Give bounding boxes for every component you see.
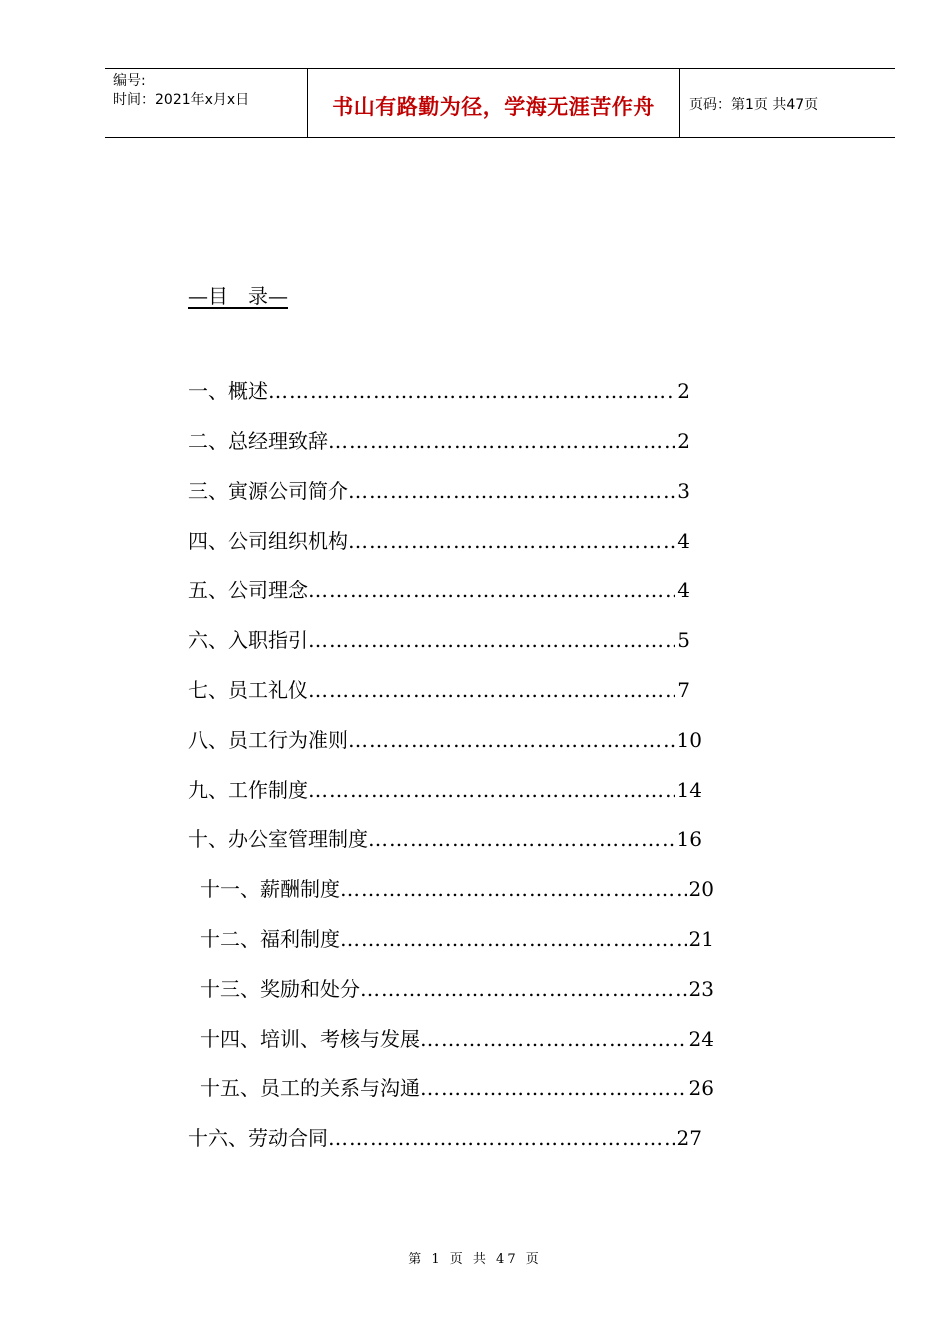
toc-item-page: 4 <box>677 529 690 553</box>
toc-item-label: 二、总经理致辞 <box>188 429 328 453</box>
toc-item-page: 16 <box>676 827 702 851</box>
toc-item-page: 24 <box>688 1027 714 1051</box>
toc-leader-dots <box>328 424 675 458</box>
toc-leader-dots <box>368 822 675 856</box>
toc-leader-dots <box>348 474 675 508</box>
toc-item[interactable] <box>200 922 714 956</box>
toc-item[interactable] <box>200 972 714 1006</box>
toc-leader-dots <box>360 972 687 1006</box>
toc-item[interactable] <box>188 573 690 607</box>
toc-item[interactable] <box>188 673 690 707</box>
toc-item-page: 2 <box>677 379 690 403</box>
toc-item-page: 3 <box>677 479 690 503</box>
toc-item-label: 十四、培训、考核与发展 <box>200 1027 420 1051</box>
toc-leader-dots <box>348 524 675 558</box>
document-header <box>105 68 895 138</box>
toc-item[interactable] <box>188 723 702 757</box>
toc-item-page: 5 <box>677 628 690 652</box>
toc-leader-dots <box>308 573 675 607</box>
toc-item-label: 十六、劳动合同 <box>188 1126 328 1150</box>
toc-item[interactable] <box>200 1071 714 1105</box>
toc-item-page: 7 <box>677 678 690 702</box>
toc-leader-dots <box>308 623 675 657</box>
toc-item-label: 四、公司组织机构 <box>188 529 348 553</box>
toc-item-page: 26 <box>688 1076 714 1100</box>
toc-item-page: 23 <box>688 977 714 1001</box>
motto-text: 书山有路勤为径，学海无涯苦作舟 <box>332 95 655 119</box>
toc-item-label: 三、寅源公司简介 <box>188 479 348 503</box>
toc-item-label: 十五、员工的关系与沟通 <box>200 1076 420 1100</box>
toc-leader-dots <box>268 374 675 408</box>
header-page-label: 页码：第1页 共47页 <box>689 97 819 113</box>
toc-item[interactable] <box>188 474 690 508</box>
toc-item[interactable] <box>188 822 702 856</box>
toc-item-label: 八、员工行为准则 <box>188 728 348 752</box>
header-meta-cell <box>105 69 308 137</box>
toc-item[interactable] <box>200 1022 714 1056</box>
toc-item-page: 27 <box>676 1126 702 1150</box>
toc-leader-dots <box>340 922 687 956</box>
toc-leader-dots <box>308 773 675 807</box>
toc-item-page: 20 <box>688 877 714 901</box>
toc-item-label: 六、入职指引 <box>188 628 308 652</box>
toc-leader-dots <box>420 1071 687 1105</box>
toc-leader-dots <box>308 673 675 707</box>
toc-item[interactable] <box>188 623 690 657</box>
code-label: 编号: <box>113 73 146 89</box>
toc-leader-dots <box>420 1022 687 1056</box>
toc-leader-dots <box>340 872 687 906</box>
time-label: 时间：2021年x月x日 <box>113 92 250 108</box>
toc-leader-dots <box>348 723 675 757</box>
toc-item-label: 十二、福利制度 <box>200 927 340 951</box>
toc-item[interactable] <box>188 424 690 458</box>
toc-item-page: 4 <box>677 578 690 602</box>
toc-title: —目 录— <box>188 284 288 308</box>
toc-item[interactable] <box>200 872 714 906</box>
toc-item-page: 14 <box>676 778 702 802</box>
toc-item-page: 10 <box>676 728 702 752</box>
toc-item[interactable] <box>188 1121 702 1155</box>
toc-item-page: 21 <box>688 927 714 951</box>
toc-item[interactable] <box>188 773 702 807</box>
toc-item-page: 2 <box>677 429 690 453</box>
toc-leader-dots <box>328 1121 675 1155</box>
toc-item-label: 十三、奖励和处分 <box>200 977 360 1001</box>
toc-item-label: 五、公司理念 <box>188 578 308 602</box>
header-page-cell <box>680 69 895 137</box>
toc-item-label: 一、概述 <box>188 379 268 403</box>
header-motto-cell <box>308 69 680 137</box>
toc-item-label: 十一、薪酬制度 <box>200 877 340 901</box>
toc-item-label: 九、工作制度 <box>188 778 308 802</box>
page-footer: 第 1 页 共 47 页 <box>408 1252 542 1267</box>
toc-item-label: 七、员工礼仪 <box>188 678 308 702</box>
toc-item[interactable] <box>188 374 690 408</box>
toc-item-label: 十、办公室管理制度 <box>188 827 368 851</box>
toc-item[interactable] <box>188 524 690 558</box>
